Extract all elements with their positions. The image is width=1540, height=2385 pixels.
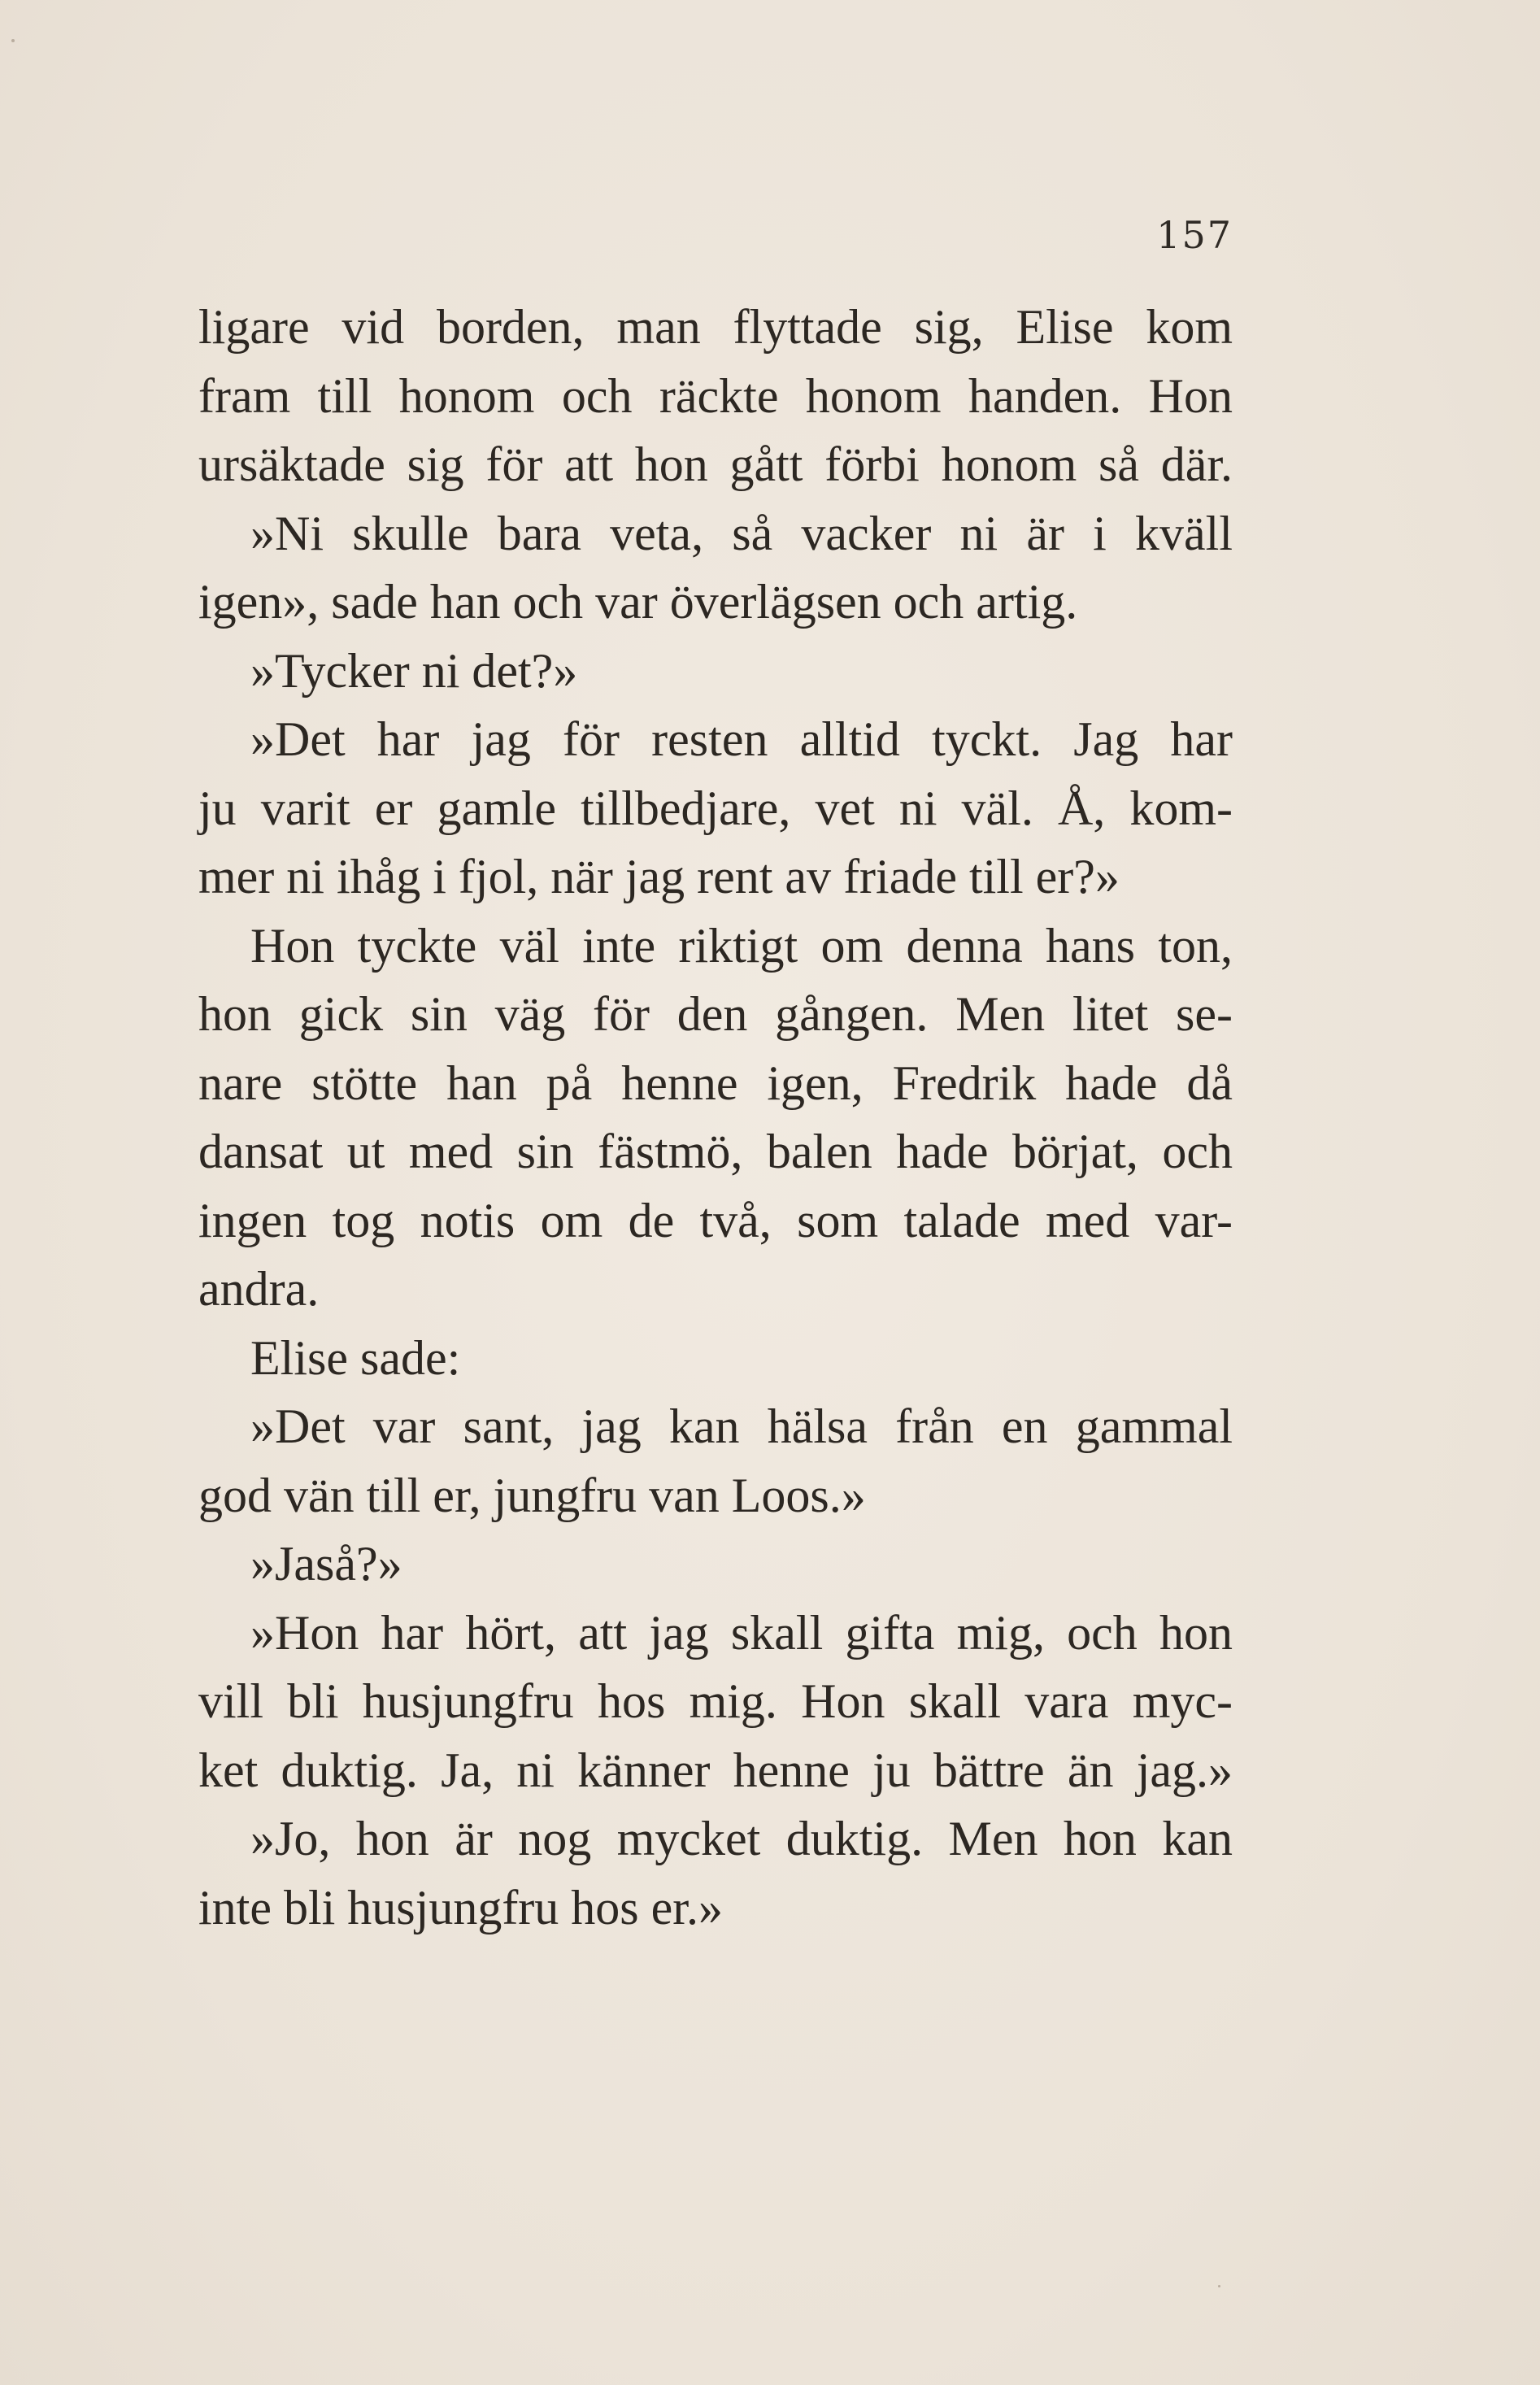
text-line: mer ni ihåg i fjol, när jag rent av friade till er?»	[198, 850, 1120, 903]
text-line: hon gick sin väg för den gången. Men litet se-	[198, 987, 1233, 1041]
text-line: inte bli husjungfru hos er.»	[198, 1880, 723, 1935]
text-line: god vän till er, jungfru van Loos.»	[198, 1468, 866, 1522]
text-line: dansat ut med sin fästmö, balen hade börjat, och	[198, 1125, 1233, 1178]
text-line: »Tycker ni det?»	[250, 643, 578, 698]
text-line: vill bli husjungfru hos mig. Hon skall vara myc-	[198, 1674, 1233, 1728]
text-line: »Det har jag för resten alltid tyckt. Jag har	[250, 712, 1233, 766]
text-line: »Ni skulle bara veta, så vacker ni är i kväll	[250, 506, 1233, 560]
paper-speck	[11, 39, 15, 42]
page-number: 157	[1156, 213, 1233, 257]
text-line: »Jo, hon är nog mycket duktig. Men hon kan	[250, 1812, 1233, 1865]
text-line: Hon tyckte väl inte riktigt om denna hans ton,	[250, 918, 1233, 973]
text-line: ju varit er gamle tillbedjare, vet ni väl. Å, kom-	[198, 781, 1233, 835]
body-text	[198, 293, 1233, 1942]
paper-speck	[1218, 2285, 1220, 2287]
text-line: igen», sade han och var överlägsen och artig.	[198, 575, 1078, 629]
text-line: fram till honom och räckte honom handen. Hon	[198, 368, 1233, 423]
text-line: ursäktade sig för att hon gått förbi honom så där.	[198, 437, 1233, 491]
text-line: ket duktig. Ja, ni känner henne ju bättre än jag.»	[198, 1743, 1233, 1797]
text-line: nare stötte han på henne igen, Fredrik hade då	[198, 1055, 1233, 1110]
text-line: »Det var sant, jag kan hälsa från en gammal	[250, 1399, 1233, 1453]
text-line: ingen tog notis om de två, som talade med var-	[198, 1193, 1233, 1247]
text-line: »Hon har hört, att jag skall gifta mig, och hon	[250, 1605, 1233, 1660]
text-line: ligare vid borden, man flyttade sig, Elise kom	[198, 300, 1233, 354]
text-line: Elise sade:	[250, 1330, 461, 1385]
text-line: »Jaså?»	[250, 1537, 402, 1591]
text-line: andra.	[198, 1262, 320, 1316]
